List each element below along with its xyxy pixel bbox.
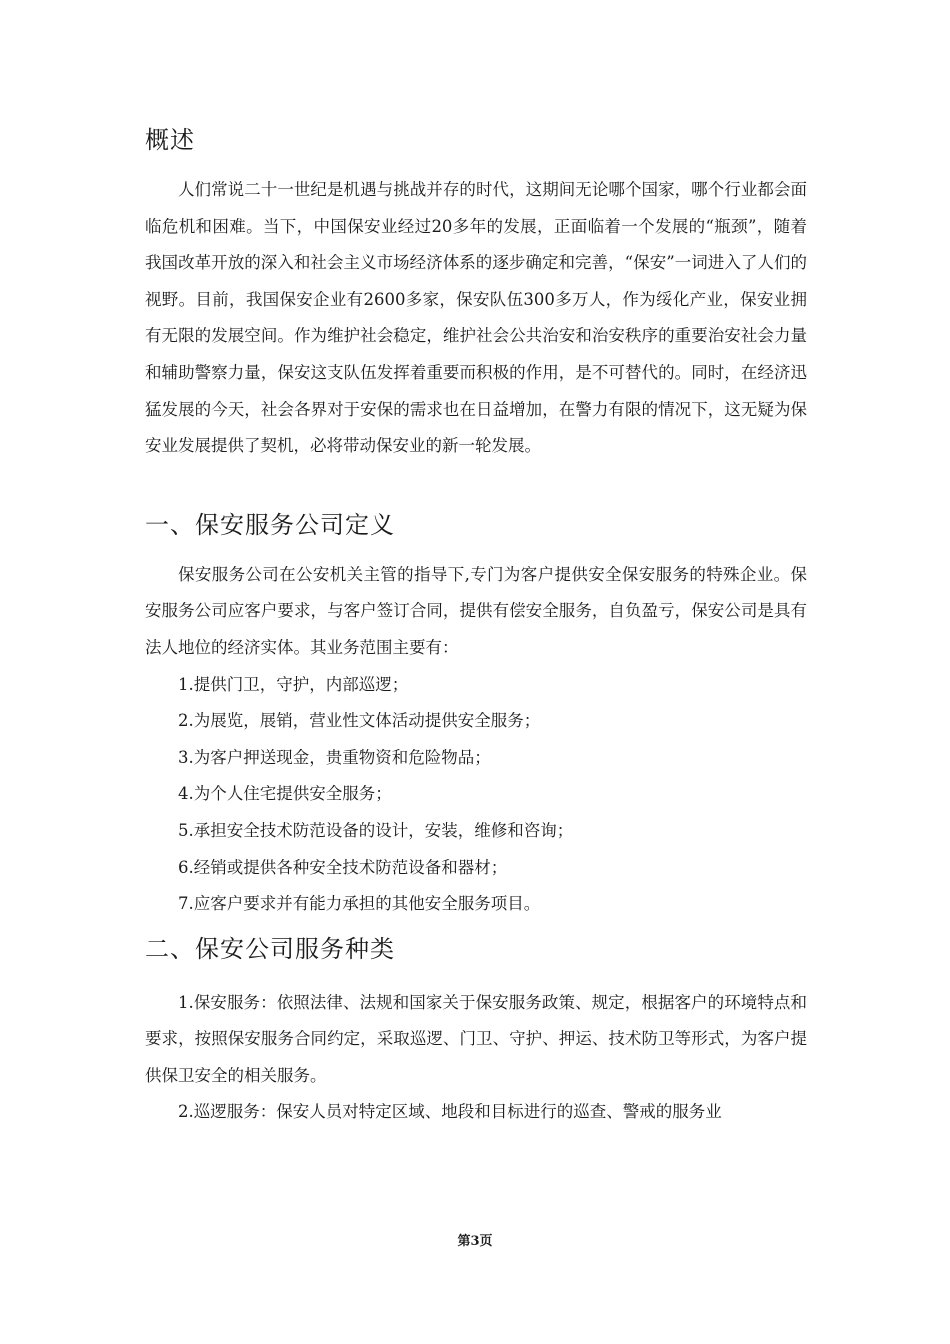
paragraph: 1.保安服务：依照法律、法规和国家关于保安服务政策、规定，根据客户的环境特点和要求，按照保安服务合同约定，采取巡逻、门卫、守护、押运、技术防卫等形式，为客户提供保卫安全的相关服务。 <box>145 992 807 1085</box>
section-overview-body <box>145 172 807 465</box>
section-definition <box>145 503 807 923</box>
section-service-types <box>145 927 807 1131</box>
list-item: 6.经销或提供各种安全技术防范设备和器材； <box>178 857 508 877</box>
section-title-service-types: 二、保安公司服务种类 <box>145 934 395 963</box>
section-service-types-body <box>145 985 807 1131</box>
list-item: 2.为展览，展销，营业性文体活动提供安全服务； <box>178 711 541 731</box>
paragraph: 人们常说二十一世纪是机遇与挑战并存的时代，这期间无论哪个国家，哪个行业都会面临危机和困难。当下，中国保安业经过20多年的发展，正面临着一个发展的“瓶颈”，随着我国改革开放的深入和社会主义市场经济体系的逐步确定和完善，“保安”一词进入了人们的视野。目前，我国保安企业有2600多家，保安队伍300多万人，作为绥化产业，保安业拥有无限的发展空间。作为维护社会稳定，维护社会公共治安和治安秩序的重要治安社会力量和辅助警察力量，保安这支队伍发挥着重要而积极的作用，是不可替代的。同时，在经济迅猛发展的今天，社会各界对于安保的需求也在日益增加，在警力有限的情况下，这无疑为保安业发展提供了契机，必将带动保安业的新一轮发展。 <box>145 180 807 456</box>
section-overview <box>145 118 807 465</box>
list-item: 1.提供门卫，守护，内部巡逻； <box>178 674 409 694</box>
list-item: 7.应客户要求并有能力承担的其他安全服务项目。 <box>178 894 541 914</box>
page-content <box>145 118 807 1131</box>
list-item: 3.为客户押送现金，贵重物资和危险物品； <box>178 747 491 767</box>
section-title-definition: 一、保安服务公司定义 <box>145 510 395 539</box>
business-scope-list <box>145 667 807 923</box>
list-item: 4.为个人住宅提供安全服务； <box>178 784 392 804</box>
paragraph: 保安服务公司在公安机关主管的指导下,专门为客户提供安全保安服务的特殊企业。保安服务公司应客户要求，与客户签订合同，提供有偿安全服务，自负盈亏，保安公司是具有法人地位的经济实体。其业务范围主要有： <box>145 564 807 657</box>
page-number: 第3页 <box>457 1234 493 1249</box>
section-definition-body <box>145 557 807 923</box>
list-item: 5.承担安全技术防范设备的设计，安装，维修和咨询； <box>178 820 574 840</box>
paragraph: 2.巡逻服务：保安人员对特定区域、地段和目标进行的巡查、警戒的服务业 <box>178 1102 722 1122</box>
section-title-overview: 概述 <box>145 126 195 154</box>
